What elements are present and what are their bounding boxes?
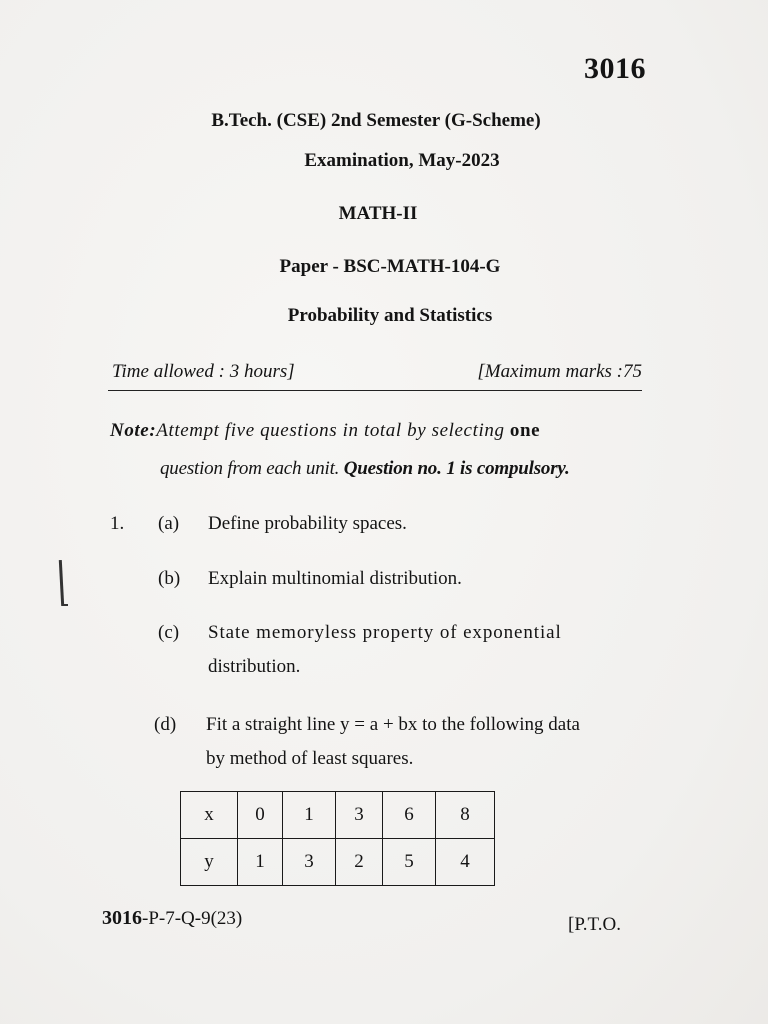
part-d-text-line-1: Fit a straight line y = a + bx to the following data (206, 714, 580, 735)
table-cell: 6 (383, 792, 436, 839)
table-cell: 4 (436, 839, 495, 886)
table-cell: 2 (336, 839, 383, 886)
table-cell: 3 (283, 839, 336, 886)
time-marks-row (112, 361, 642, 389)
table-cell: 3 (336, 792, 383, 839)
part-a-label: (a) (158, 513, 180, 534)
table-header-cell: x (181, 792, 238, 839)
note-text-2: question from each unit. (160, 458, 344, 479)
note-text-1: Attempt five questions in total by selecting (156, 420, 510, 441)
part-c-text-line-1: State memoryless property of exponential (208, 622, 562, 643)
table-cell: 5 (383, 839, 436, 886)
exam-title: Examination, May-2023 (304, 150, 500, 171)
table-cell: 0 (238, 792, 283, 839)
subject-title: MATH-II (338, 203, 418, 224)
footer-paper-code (102, 907, 242, 930)
page-turn-over: [P.T.O. (568, 914, 621, 935)
margin-pen-mark (59, 560, 64, 606)
table-cell: 1 (238, 839, 283, 886)
part-b-text: Explain multinomial distribution. (208, 568, 462, 589)
note-bold-one: one (509, 420, 541, 441)
maximum-marks: [Maximum marks :75 (477, 361, 642, 382)
xy-data-table (180, 791, 495, 886)
table-cell: 1 (283, 792, 336, 839)
part-d-label: (d) (154, 714, 177, 735)
note-label: Note: (110, 420, 157, 441)
footer-code-bold: 3016 (102, 907, 142, 929)
course-title: B.Tech. (CSE) 2nd Semester (G-Scheme) (211, 110, 541, 131)
part-b-label: (b) (158, 568, 181, 589)
question-number: 1. (110, 513, 125, 534)
table-header-cell: y (181, 839, 238, 886)
note-compulsory: Question no. 1 is compulsory. (343, 458, 570, 479)
part-c-text-line-2: distribution. (208, 656, 301, 677)
time-allowed: Time allowed : 3 hours] (112, 361, 295, 382)
divider-rule (108, 390, 642, 391)
table-cell: 8 (436, 792, 495, 839)
table-row-y (181, 839, 495, 886)
paper-code: 3016 (584, 52, 646, 85)
paper-title: Paper - BSC-MATH-104-G (279, 256, 501, 277)
table-row-x (181, 792, 495, 839)
footer-code-rest: -P-7-Q-9(23) (142, 908, 243, 929)
part-c-label: (c) (158, 622, 180, 643)
part-a-text: Define probability spaces. (208, 513, 407, 534)
paper-subject-name: Probability and Statistics (287, 305, 493, 326)
instructions-line-2 (160, 458, 570, 480)
instructions-line-1 (110, 420, 642, 442)
part-d-text-line-2: by method of least squares. (206, 748, 414, 769)
margin-pen-mark-foot (62, 604, 68, 606)
